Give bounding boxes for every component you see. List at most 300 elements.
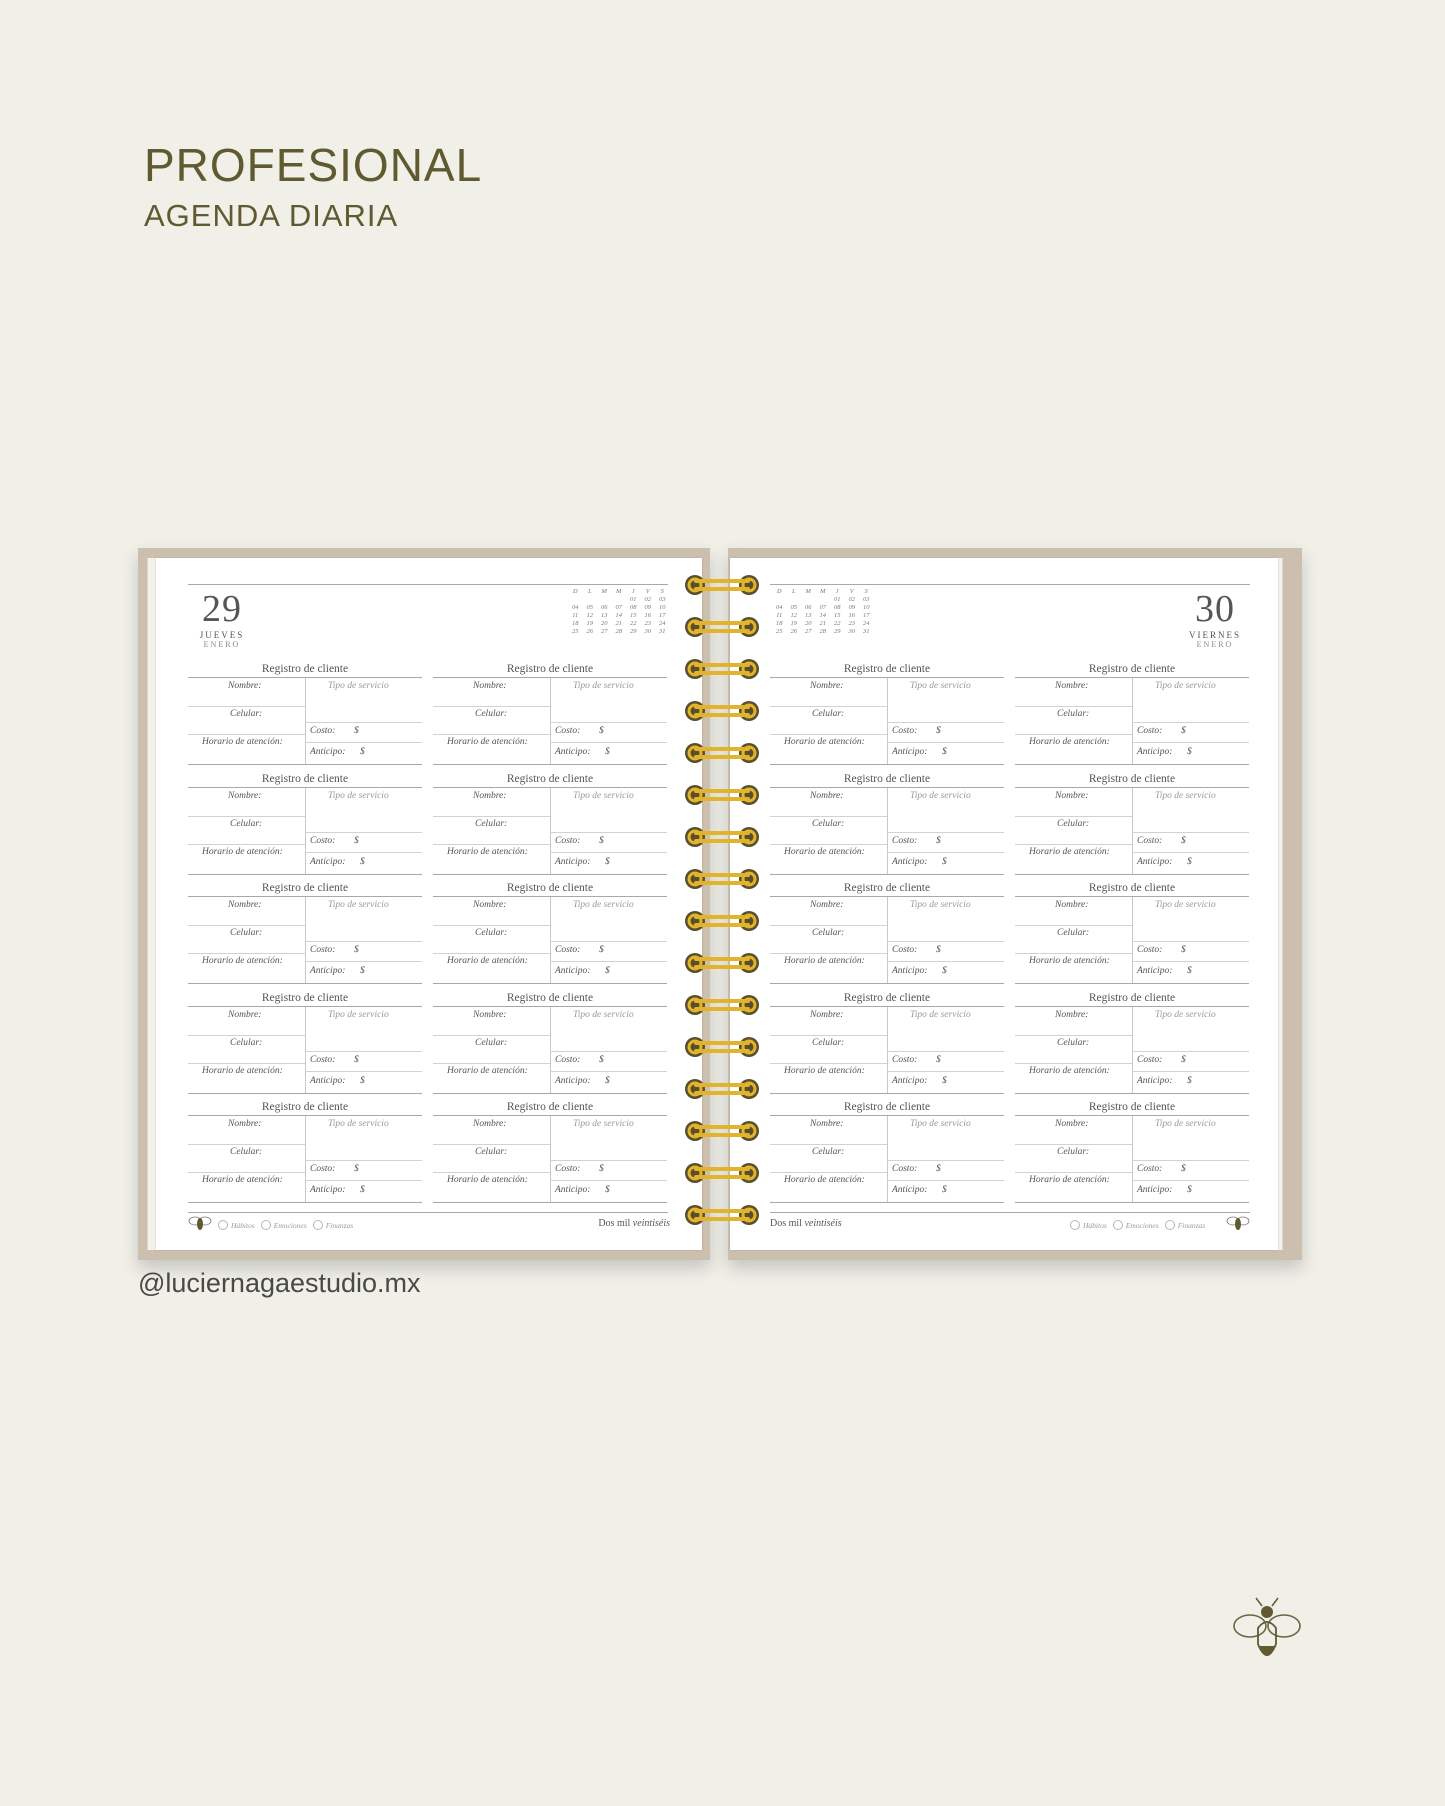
celular-label[interactable]: Celular: bbox=[475, 1147, 508, 1157]
anticipo-currency: $ bbox=[605, 856, 610, 867]
costo-currency: $ bbox=[1181, 726, 1186, 736]
calendar-day[interactable] bbox=[612, 596, 627, 604]
record-form bbox=[1015, 787, 1249, 875]
anticipo-label[interactable]: Anticipo: bbox=[1137, 1185, 1173, 1195]
spiral-ring bbox=[684, 656, 760, 682]
calendar-day[interactable]: 30 bbox=[644, 628, 651, 635]
calendar-day[interactable]: 12 bbox=[790, 612, 797, 619]
calendar-day[interactable]: 03 bbox=[659, 596, 666, 603]
top-rule bbox=[188, 584, 668, 585]
client-record bbox=[770, 991, 1004, 1093]
calendar-day[interactable]: 23 bbox=[644, 620, 651, 627]
mini-calendar bbox=[568, 588, 670, 636]
horario-label[interactable]: Horario de atención: bbox=[447, 956, 528, 966]
celular-label[interactable]: Celular: bbox=[475, 709, 508, 719]
client-record bbox=[1015, 1100, 1249, 1202]
calendar-day[interactable]: 22 bbox=[630, 620, 637, 627]
nombre-label[interactable]: Nombre: bbox=[473, 681, 507, 691]
header bbox=[144, 139, 483, 233]
spiral-ring bbox=[684, 1118, 760, 1144]
calendar-day[interactable]: 31 bbox=[863, 628, 870, 635]
anticipo-label[interactable]: Anticipo: bbox=[1137, 1075, 1173, 1086]
page-subtitle: AGENDA DIARIA bbox=[144, 198, 399, 233]
nombre-label[interactable]: Nombre: bbox=[228, 900, 262, 910]
celular-label[interactable]: Celular: bbox=[1057, 1147, 1090, 1157]
calendar-day[interactable]: 29 bbox=[630, 628, 637, 635]
costo-label[interactable]: Costo: bbox=[1137, 726, 1163, 736]
celular-label[interactable]: Celular: bbox=[812, 709, 845, 719]
calendar-day[interactable]: 25 bbox=[572, 628, 579, 635]
record-form bbox=[1015, 896, 1249, 984]
calendar-day[interactable]: 03 bbox=[863, 596, 870, 603]
celular-label[interactable]: Celular: bbox=[812, 818, 845, 829]
day-number: 30 bbox=[1195, 588, 1235, 630]
calendar-day[interactable]: 20 bbox=[601, 620, 608, 627]
record-form bbox=[188, 787, 422, 875]
record-form bbox=[1015, 1006, 1249, 1094]
nombre-label[interactable]: Nombre: bbox=[810, 1009, 844, 1020]
calendar-header: M bbox=[820, 588, 826, 595]
calendar-header: D bbox=[572, 588, 578, 595]
spiral-ring bbox=[684, 698, 760, 724]
client-record bbox=[770, 662, 1004, 764]
nombre-label[interactable]: Nombre: bbox=[1055, 790, 1089, 801]
calendar-header: J bbox=[835, 588, 839, 595]
calendar-day[interactable]: 29 bbox=[834, 628, 841, 635]
costo-currency: $ bbox=[599, 1054, 604, 1065]
calendar-day[interactable] bbox=[568, 596, 583, 604]
horario-label[interactable]: Horario de atención: bbox=[447, 846, 528, 857]
celular-label[interactable]: Celular: bbox=[812, 928, 845, 938]
anticipo-label[interactable]: Anticipo: bbox=[555, 856, 591, 867]
calendar-day[interactable]: 20 bbox=[805, 620, 812, 627]
costo-label[interactable]: Costo: bbox=[310, 945, 336, 955]
tipo-servicio-label[interactable]: Tipo de servicio bbox=[1155, 790, 1216, 801]
spiral-ring bbox=[684, 824, 760, 850]
costo-currency: $ bbox=[354, 835, 359, 846]
month: ENERO bbox=[203, 640, 241, 649]
costo-label[interactable]: Costo: bbox=[892, 835, 918, 846]
celular-label[interactable]: Celular: bbox=[1057, 928, 1090, 938]
anticipo-label[interactable]: Anticipo: bbox=[310, 1075, 346, 1086]
tipo-servicio-label[interactable]: Tipo de servicio bbox=[328, 900, 389, 910]
spiral-binding bbox=[684, 572, 760, 1220]
tracker-list bbox=[218, 1220, 353, 1230]
nombre-label[interactable]: Nombre: bbox=[473, 1009, 507, 1020]
costo-currency: $ bbox=[1181, 835, 1186, 846]
calendar-day[interactable] bbox=[787, 596, 802, 604]
horario-label[interactable]: Horario de atención: bbox=[784, 846, 865, 857]
celular-label[interactable]: Celular: bbox=[812, 1037, 845, 1048]
tipo-servicio-label[interactable]: Tipo de servicio bbox=[910, 790, 971, 801]
tipo-servicio-label[interactable]: Tipo de servicio bbox=[1155, 900, 1216, 910]
client-record bbox=[188, 1100, 422, 1202]
calendar-day[interactable]: 15 bbox=[834, 612, 841, 619]
record-title: Registro de cliente bbox=[1088, 991, 1176, 1004]
calendar-day[interactable]: 15 bbox=[630, 612, 637, 619]
calendar-day[interactable]: 14 bbox=[615, 612, 622, 619]
record-form bbox=[433, 896, 667, 984]
tipo-servicio-label[interactable]: Tipo de servicio bbox=[910, 1119, 971, 1129]
calendar-header: M bbox=[805, 588, 811, 595]
anticipo-currency: $ bbox=[942, 1185, 947, 1195]
footer-rule bbox=[770, 1212, 1250, 1213]
calendar-day[interactable]: 17 bbox=[863, 612, 870, 619]
nombre-label[interactable]: Nombre: bbox=[810, 900, 844, 910]
horario-label[interactable]: Horario de atención: bbox=[1029, 737, 1110, 747]
costo-label[interactable]: Costo: bbox=[892, 945, 918, 955]
anticipo-label[interactable]: Anticipo: bbox=[1137, 747, 1173, 757]
horario-label[interactable]: Horario de atención: bbox=[1029, 1065, 1110, 1076]
anticipo-label[interactable]: Anticipo: bbox=[892, 856, 928, 867]
record-form bbox=[770, 896, 1004, 984]
anticipo-currency: $ bbox=[360, 1075, 365, 1086]
spiral-ring bbox=[684, 908, 760, 934]
client-record bbox=[1015, 772, 1249, 874]
tipo-servicio-label[interactable]: Tipo de servicio bbox=[1155, 1009, 1216, 1020]
tipo-servicio-label[interactable]: Tipo de servicio bbox=[910, 1009, 971, 1020]
tracker-habitos[interactable]: Hábitos bbox=[1070, 1220, 1107, 1230]
bee-logo-icon bbox=[188, 1213, 212, 1233]
costo-label[interactable]: Costo: bbox=[310, 1054, 336, 1065]
celular-label[interactable]: Celular: bbox=[475, 818, 508, 829]
horario-label[interactable]: Horario de atención: bbox=[447, 1065, 528, 1076]
calendar-day[interactable]: 26 bbox=[586, 628, 593, 635]
anticipo-currency: $ bbox=[360, 747, 365, 757]
tipo-servicio-label[interactable]: Tipo de servicio bbox=[328, 681, 389, 691]
calendar-day[interactable]: 05 bbox=[790, 604, 797, 611]
celular-label[interactable]: Celular: bbox=[230, 1037, 263, 1048]
calendar-day[interactable]: 01 bbox=[834, 596, 841, 603]
costo-label[interactable]: Costo: bbox=[555, 726, 581, 736]
tipo-servicio-label[interactable]: Tipo de servicio bbox=[910, 681, 971, 691]
anticipo-label[interactable]: Anticipo: bbox=[555, 966, 591, 976]
costo-currency: $ bbox=[936, 835, 941, 846]
nombre-label[interactable]: Nombre: bbox=[1055, 900, 1089, 910]
tipo-servicio-label[interactable]: Tipo de servicio bbox=[573, 1119, 634, 1129]
calendar-header: M bbox=[601, 588, 607, 595]
calendar-day[interactable] bbox=[801, 596, 816, 604]
client-record bbox=[770, 1100, 1004, 1202]
calendar-day[interactable]: 27 bbox=[601, 628, 608, 635]
costo-label[interactable]: Costo: bbox=[310, 835, 336, 846]
record-title: Registro de cliente bbox=[506, 882, 594, 894]
calendar-day[interactable]: 13 bbox=[805, 612, 812, 619]
spiral-ring bbox=[684, 866, 760, 892]
celular-label[interactable]: Celular: bbox=[812, 1147, 845, 1157]
costo-label[interactable]: Costo: bbox=[892, 1164, 918, 1174]
anticipo-currency: $ bbox=[605, 1075, 610, 1086]
anticipo-label[interactable]: Anticipo: bbox=[892, 747, 928, 757]
celular-label[interactable]: Celular: bbox=[230, 1147, 263, 1157]
anticipo-label[interactable]: Anticipo: bbox=[555, 747, 591, 757]
date-block bbox=[1185, 590, 1245, 649]
costo-label[interactable]: Costo: bbox=[555, 1164, 581, 1174]
anticipo-label[interactable]: Anticipo: bbox=[310, 856, 346, 867]
horario-label[interactable]: Horario de atención: bbox=[784, 1175, 865, 1185]
calendar-header: L bbox=[587, 588, 592, 595]
tipo-servicio-label[interactable]: Tipo de servicio bbox=[1155, 681, 1216, 691]
calendar-day[interactable]: 13 bbox=[601, 612, 608, 619]
calendar-day[interactable]: 24 bbox=[659, 620, 666, 627]
social-handle: @luciernagaestudio.mx bbox=[138, 1268, 421, 1298]
celular-label[interactable]: Celular: bbox=[1057, 818, 1090, 829]
record-title: Registro de cliente bbox=[1088, 772, 1176, 785]
anticipo-label[interactable]: Anticipo: bbox=[310, 966, 346, 976]
nombre-label[interactable]: Nombre: bbox=[473, 900, 507, 910]
nombre-label[interactable]: Nombre: bbox=[810, 1119, 844, 1129]
record-form bbox=[188, 1006, 422, 1094]
anticipo-label[interactable]: Anticipo: bbox=[1137, 966, 1173, 976]
anticipo-label[interactable]: Anticipo: bbox=[310, 747, 346, 757]
celular-label[interactable]: Celular: bbox=[230, 709, 263, 719]
nombre-label[interactable]: Nombre: bbox=[810, 790, 844, 801]
record-title: Registro de cliente bbox=[261, 1101, 349, 1113]
horario-label[interactable]: Horario de atención: bbox=[1029, 956, 1110, 966]
costo-currency: $ bbox=[1181, 945, 1186, 955]
tipo-servicio-label[interactable]: Tipo de servicio bbox=[573, 681, 634, 691]
costo-label[interactable]: Costo: bbox=[892, 1054, 918, 1065]
nombre-label[interactable]: Nombre: bbox=[810, 681, 844, 691]
costo-label[interactable]: Costo: bbox=[1137, 835, 1163, 846]
calendar-day[interactable]: 21 bbox=[819, 620, 826, 627]
record-form bbox=[433, 1115, 667, 1203]
nombre-label[interactable]: Nombre: bbox=[228, 790, 262, 801]
anticipo-label[interactable]: Anticipo: bbox=[1137, 856, 1173, 867]
nombre-label[interactable]: Nombre: bbox=[228, 1009, 262, 1020]
record-title: Registro de cliente bbox=[261, 882, 349, 894]
record-title: Registro de cliente bbox=[843, 772, 931, 785]
costo-currency: $ bbox=[936, 945, 941, 955]
spiral-ring bbox=[684, 782, 760, 808]
tracker-list bbox=[1070, 1220, 1205, 1230]
client-record bbox=[188, 662, 422, 764]
tracker-emociones[interactable]: Emociones bbox=[1113, 1220, 1159, 1230]
costo-label[interactable]: Costo: bbox=[310, 726, 336, 736]
client-record bbox=[433, 772, 667, 874]
costo-label[interactable]: Costo: bbox=[892, 726, 918, 736]
calendar-day[interactable]: 01 bbox=[630, 596, 637, 603]
calendar-day[interactable]: 25 bbox=[776, 628, 783, 635]
calendar-day[interactable]: 07 bbox=[819, 604, 826, 611]
record-form bbox=[188, 1115, 422, 1203]
calendar-day[interactable]: 14 bbox=[819, 612, 826, 619]
costo-currency: $ bbox=[599, 726, 604, 736]
record-form bbox=[770, 1006, 1004, 1094]
tracker-emociones[interactable]: Emociones bbox=[261, 1220, 307, 1230]
calendar-day[interactable]: 19 bbox=[586, 620, 593, 627]
horario-label[interactable]: Horario de atención: bbox=[784, 737, 865, 747]
nombre-label[interactable]: Nombre: bbox=[1055, 1119, 1089, 1129]
costo-currency: $ bbox=[599, 945, 604, 955]
horario-label[interactable]: Horario de atención: bbox=[1029, 1175, 1110, 1185]
record-title: Registro de cliente bbox=[1088, 882, 1176, 894]
anticipo-currency: $ bbox=[1187, 1185, 1192, 1195]
nombre-label[interactable]: Nombre: bbox=[1055, 1009, 1089, 1020]
calendar-header: V bbox=[645, 588, 650, 595]
costo-currency: $ bbox=[354, 1164, 359, 1174]
tipo-servicio-label[interactable]: Tipo de servicio bbox=[573, 1009, 634, 1020]
anticipo-currency: $ bbox=[605, 1185, 610, 1195]
anticipo-label[interactable]: Anticipo: bbox=[555, 1185, 591, 1195]
nombre-label[interactable]: Nombre: bbox=[1055, 681, 1089, 691]
spiral-ring bbox=[684, 950, 760, 976]
horario-label[interactable]: Horario de atención: bbox=[202, 956, 283, 966]
celular-label[interactable]: Celular: bbox=[1057, 709, 1090, 719]
calendar-day[interactable]: 27 bbox=[805, 628, 812, 635]
month: ENERO bbox=[1196, 640, 1234, 649]
calendar-header: V bbox=[849, 588, 854, 595]
nombre-label[interactable]: Nombre: bbox=[228, 681, 262, 691]
horario-label[interactable]: Horario de atención: bbox=[784, 956, 865, 966]
calendar-day[interactable]: 11 bbox=[776, 612, 783, 619]
anticipo-label[interactable]: Anticipo: bbox=[310, 1185, 346, 1195]
client-record bbox=[188, 772, 422, 874]
celular-label[interactable]: Celular: bbox=[1057, 1037, 1090, 1048]
weekday: VIERNES bbox=[1189, 630, 1241, 640]
record-form bbox=[770, 1115, 1004, 1203]
calendar-day[interactable]: 21 bbox=[615, 620, 622, 627]
calendar-day[interactable]: 28 bbox=[615, 628, 622, 635]
calendar-day[interactable] bbox=[772, 596, 787, 604]
tracker-finanzas[interactable]: Finanzas bbox=[1165, 1220, 1206, 1230]
celular-label[interactable]: Celular: bbox=[475, 1037, 508, 1048]
calendar-day[interactable]: 08 bbox=[630, 604, 637, 611]
calendar-header: D bbox=[776, 588, 782, 595]
calendar-day[interactable]: 23 bbox=[848, 620, 855, 627]
costo-label[interactable]: Costo: bbox=[1137, 1054, 1163, 1065]
anticipo-label[interactable]: Anticipo: bbox=[892, 1075, 928, 1086]
horario-label[interactable]: Horario de atención: bbox=[784, 1065, 865, 1076]
calendar-day[interactable]: 31 bbox=[659, 628, 666, 635]
calendar-day[interactable]: 02 bbox=[848, 596, 855, 603]
horario-label[interactable]: Horario de atención: bbox=[202, 1065, 283, 1076]
calendar-day[interactable]: 26 bbox=[790, 628, 797, 635]
client-record bbox=[433, 991, 667, 1093]
record-form bbox=[433, 677, 667, 765]
calendar-day[interactable]: 04 bbox=[776, 604, 783, 611]
tracker-habitos[interactable]: Hábitos bbox=[218, 1220, 255, 1230]
calendar-day[interactable]: 05 bbox=[586, 604, 593, 611]
costo-label[interactable]: Costo: bbox=[310, 1164, 336, 1174]
calendar-day[interactable]: 02 bbox=[644, 596, 651, 603]
spiral-ring bbox=[684, 614, 760, 640]
calendar-day[interactable]: 16 bbox=[848, 612, 855, 619]
calendar-day[interactable]: 18 bbox=[776, 620, 783, 627]
calendar-day[interactable]: 12 bbox=[586, 612, 593, 619]
anticipo-currency: $ bbox=[360, 856, 365, 867]
horario-label[interactable]: Horario de atención: bbox=[202, 737, 283, 747]
record-title: Registro de cliente bbox=[843, 882, 931, 894]
nombre-label[interactable]: Nombre: bbox=[473, 1119, 507, 1129]
client-record bbox=[1015, 881, 1249, 983]
record-title: Registro de cliente bbox=[261, 663, 349, 675]
calendar-day[interactable]: 22 bbox=[834, 620, 841, 627]
mini-calendar bbox=[772, 588, 874, 636]
anticipo-label[interactable]: Anticipo: bbox=[892, 966, 928, 976]
calendar-day[interactable]: 24 bbox=[863, 620, 870, 627]
celular-label[interactable]: Celular: bbox=[475, 928, 508, 938]
costo-label[interactable]: Costo: bbox=[555, 1054, 581, 1065]
bee-logo-icon bbox=[1226, 1213, 1250, 1233]
tipo-servicio-label[interactable]: Tipo de servicio bbox=[328, 1119, 389, 1129]
horario-label[interactable]: Horario de atención: bbox=[202, 1175, 283, 1185]
calendar-day[interactable]: 06 bbox=[601, 604, 608, 611]
calendar-day[interactable]: 10 bbox=[863, 604, 870, 611]
calendar-day[interactable] bbox=[597, 596, 612, 604]
celular-label[interactable]: Celular: bbox=[230, 818, 263, 829]
calendar-day[interactable]: 07 bbox=[615, 604, 622, 611]
firefly-logo-icon bbox=[1232, 1596, 1302, 1668]
horario-label[interactable]: Horario de atención: bbox=[202, 846, 283, 857]
spiral-ring bbox=[684, 572, 760, 598]
costo-label[interactable]: Costo: bbox=[1137, 1164, 1163, 1174]
day-number: 29 bbox=[202, 588, 242, 630]
calendar-day[interactable]: 19 bbox=[790, 620, 797, 627]
page-title: PROFESIONAL bbox=[144, 139, 483, 191]
tipo-servicio-label[interactable]: Tipo de servicio bbox=[573, 900, 634, 910]
calendar-day[interactable]: 17 bbox=[659, 612, 666, 619]
costo-label[interactable]: Costo: bbox=[1137, 945, 1163, 955]
client-record bbox=[770, 881, 1004, 983]
anticipo-currency: $ bbox=[942, 747, 947, 757]
record-title: Registro de cliente bbox=[506, 663, 594, 675]
calendar-header: S bbox=[660, 588, 664, 595]
nombre-label[interactable]: Nombre: bbox=[228, 1119, 262, 1129]
anticipo-label[interactable]: Anticipo: bbox=[892, 1185, 928, 1195]
tipo-servicio-label[interactable]: Tipo de servicio bbox=[328, 790, 389, 801]
tipo-servicio-label[interactable]: Tipo de servicio bbox=[573, 790, 634, 801]
costo-currency: $ bbox=[936, 726, 941, 736]
record-form bbox=[1015, 677, 1249, 765]
record-form bbox=[433, 787, 667, 875]
tipo-servicio-label[interactable]: Tipo de servicio bbox=[328, 1009, 389, 1020]
tipo-servicio-label[interactable]: Tipo de servicio bbox=[910, 900, 971, 910]
celular-label[interactable]: Celular: bbox=[230, 928, 263, 938]
tipo-servicio-label[interactable]: Tipo de servicio bbox=[1155, 1119, 1216, 1129]
costo-currency: $ bbox=[354, 945, 359, 955]
costo-currency: $ bbox=[599, 835, 604, 846]
calendar-day[interactable]: 16 bbox=[644, 612, 651, 619]
calendar-day[interactable]: 09 bbox=[848, 604, 855, 611]
horario-label[interactable]: Horario de atención: bbox=[447, 1175, 528, 1185]
client-record bbox=[433, 662, 667, 764]
calendar-day[interactable]: 06 bbox=[805, 604, 812, 611]
nombre-label[interactable]: Nombre: bbox=[473, 790, 507, 801]
calendar-day[interactable]: 08 bbox=[834, 604, 841, 611]
calendar-day[interactable]: 28 bbox=[819, 628, 826, 635]
calendar-day[interactable]: 11 bbox=[572, 612, 579, 619]
calendar-day[interactable] bbox=[816, 596, 831, 604]
costo-label[interactable]: Costo: bbox=[555, 835, 581, 846]
tracker-finanzas[interactable]: Finanzas bbox=[313, 1220, 354, 1230]
calendar-table bbox=[568, 588, 670, 636]
calendar-day[interactable] bbox=[583, 596, 598, 604]
year-note: Dos mil veintiséis bbox=[770, 1218, 842, 1229]
calendar-day[interactable]: 04 bbox=[572, 604, 579, 611]
horario-label[interactable]: Horario de atención: bbox=[447, 737, 528, 747]
calendar-day[interactable]: 09 bbox=[644, 604, 651, 611]
costo-label[interactable]: Costo: bbox=[555, 945, 581, 955]
calendar-day[interactable]: 30 bbox=[848, 628, 855, 635]
client-record bbox=[1015, 662, 1249, 764]
calendar-day[interactable]: 18 bbox=[572, 620, 579, 627]
anticipo-currency: $ bbox=[360, 1185, 365, 1195]
horario-label[interactable]: Horario de atención: bbox=[1029, 846, 1110, 857]
footer-rule bbox=[188, 1212, 668, 1213]
anticipo-label[interactable]: Anticipo: bbox=[555, 1075, 591, 1086]
calendar-day[interactable]: 10 bbox=[659, 604, 666, 611]
